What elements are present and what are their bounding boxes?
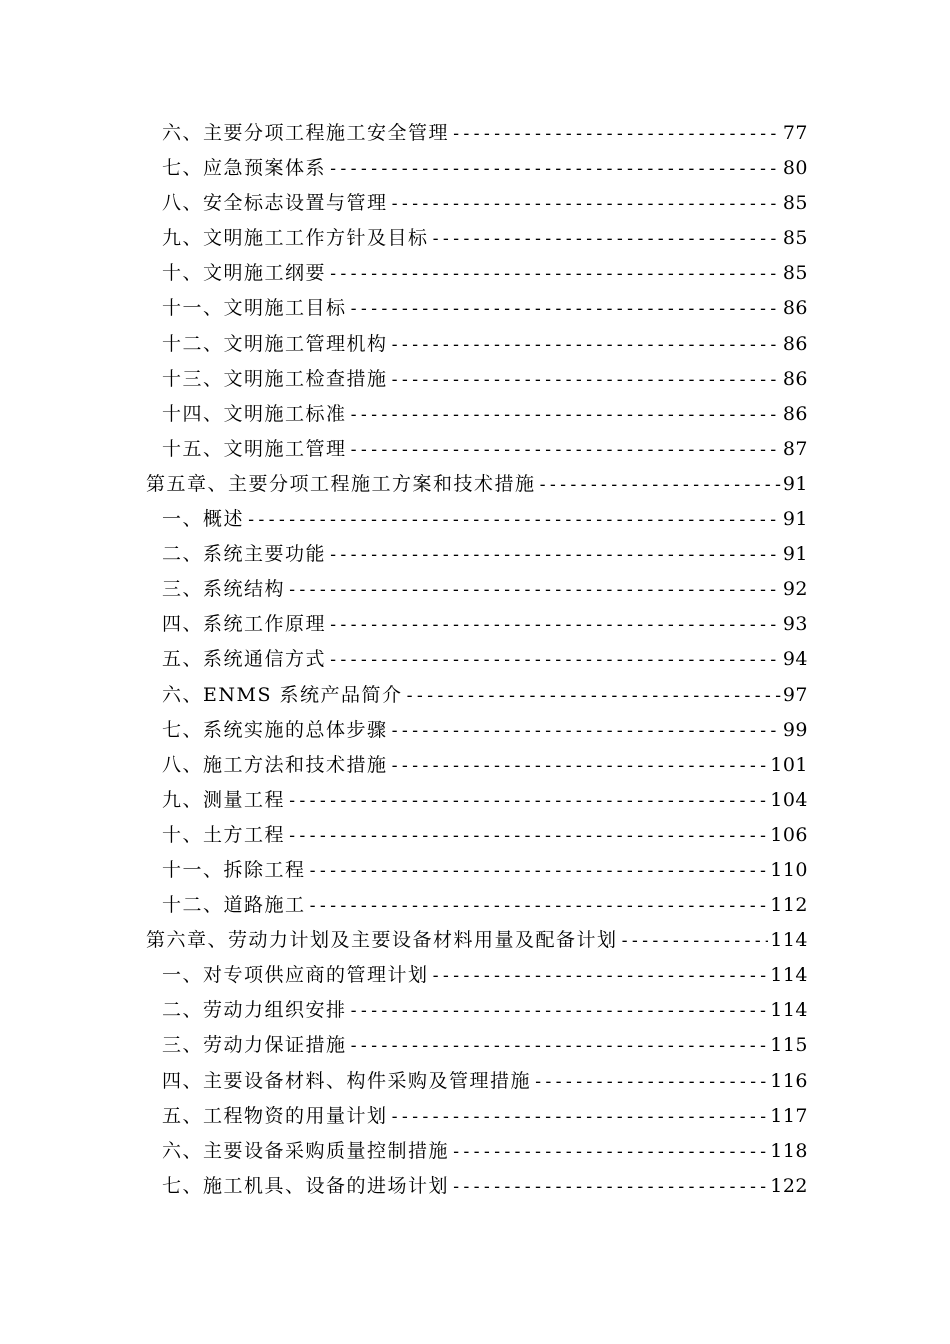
toc-section-entry[interactable]: [146, 855, 808, 890]
toc-page-number: 104: [770, 788, 808, 811]
toc-dash-leader: [328, 264, 781, 284]
toc-section-entry[interactable]: [146, 609, 808, 644]
toc-page-number: 94: [782, 648, 808, 671]
toc-dash-leader: [390, 1107, 769, 1127]
toc-dash-leader: [390, 335, 781, 355]
toc-dash-leader: [349, 440, 781, 460]
toc-section-entry[interactable]: [146, 820, 808, 855]
toc-section-entry[interactable]: [146, 680, 808, 715]
toc-section-entry[interactable]: [146, 329, 808, 364]
toc-page-number: 114: [770, 929, 808, 952]
toc-section-entry[interactable]: [146, 995, 808, 1030]
toc-section-entry[interactable]: [146, 504, 808, 539]
toc-section-entry[interactable]: [146, 118, 808, 153]
toc-page-number: 97: [782, 683, 808, 706]
toc-section-entry[interactable]: [146, 644, 808, 679]
toc-section-entry[interactable]: [146, 399, 808, 434]
toc-section-entry[interactable]: [146, 364, 808, 399]
toc-section-entry[interactable]: [146, 153, 808, 188]
toc-entry-title: 一、概述: [162, 508, 245, 531]
toc-entry-title: 五、系统通信方式: [162, 648, 327, 671]
toc-page-number: 117: [770, 1104, 808, 1127]
toc-dash-leader: [405, 686, 781, 706]
toc-page-number: 86: [782, 402, 808, 425]
toc-entry-title: 七、施工机具、设备的进场计划: [162, 1174, 450, 1197]
toc-entry-title: 十三、文明施工检查措施: [162, 367, 388, 390]
toc-entry-title: 三、劳动力保证措施: [162, 1034, 347, 1057]
toc-entry-title: 十一、文明施工目标: [162, 297, 347, 320]
toc-entry-title: 二、系统主要功能: [162, 543, 327, 566]
toc-page-number: 112: [770, 894, 808, 917]
toc-entry-title: 一、对专项供应商的管理计划: [162, 964, 429, 987]
toc-entry-title: 八、安全标志设置与管理: [162, 192, 388, 215]
toc-entry-title: 十、土方工程: [162, 823, 286, 846]
toc-entry-title: 八、施工方法和技术措施: [162, 753, 388, 776]
toc-dash-leader: [308, 861, 769, 881]
toc-section-entry[interactable]: [146, 750, 808, 785]
toc-entry-title: 七、应急预案体系: [162, 157, 327, 180]
toc-entry-title: 六、ENMS 系统产品简介: [162, 683, 403, 706]
toc-dash-leader: [620, 931, 769, 951]
toc-entry-title: 十、文明施工纲要: [162, 262, 327, 285]
toc-dash-leader: [328, 615, 781, 635]
table-of-contents: [146, 118, 808, 1206]
toc-entry-title: 二、劳动力组织安排: [162, 999, 347, 1022]
toc-dash-leader: [451, 1142, 768, 1162]
toc-page-number: 110: [770, 858, 808, 881]
toc-section-entry[interactable]: [146, 1101, 808, 1136]
toc-section-entry[interactable]: [146, 293, 808, 328]
toc-section-entry[interactable]: [146, 890, 808, 925]
toc-entry-title: 十二、文明施工管理机构: [162, 332, 388, 355]
toc-dash-leader: [390, 194, 781, 214]
toc-entry-title: 第六章、劳动力计划及主要设备材料用量及配备计划: [146, 929, 618, 952]
toc-page-number: 116: [770, 1069, 808, 1092]
toc-dash-leader: [349, 299, 781, 319]
toc-page-number: 101: [770, 753, 808, 776]
toc-section-entry[interactable]: [146, 188, 808, 223]
toc-page-number: 92: [782, 578, 808, 601]
toc-section-entry[interactable]: [146, 1171, 808, 1206]
toc-dash-leader: [328, 650, 781, 670]
toc-entry-title: 六、主要设备采购质量控制措施: [162, 1139, 450, 1162]
toc-dash-leader: [328, 159, 781, 179]
toc-section-entry[interactable]: [146, 1030, 808, 1065]
toc-section-entry[interactable]: [146, 539, 808, 574]
toc-section-entry[interactable]: [146, 1136, 808, 1171]
toc-dash-leader: [349, 1036, 769, 1056]
toc-entry-title: 十五、文明施工管理: [162, 437, 347, 460]
toc-entry-title: 七、系统实施的总体步骤: [162, 718, 388, 741]
toc-dash-leader: [308, 896, 769, 916]
toc-section-entry[interactable]: [146, 1066, 808, 1101]
toc-section-entry[interactable]: [146, 223, 808, 258]
toc-page-number: 85: [782, 192, 808, 215]
toc-page-number: 91: [782, 472, 808, 495]
toc-dash-leader: [431, 229, 781, 249]
toc-dash-leader: [538, 475, 781, 495]
toc-entry-title: 十二、道路施工: [162, 894, 306, 917]
toc-page-number: 115: [770, 1034, 808, 1057]
toc-section-entry[interactable]: [146, 715, 808, 750]
toc-section-entry[interactable]: [146, 574, 808, 609]
toc-page-number: 91: [782, 508, 808, 531]
toc-dash-leader: [328, 545, 781, 565]
toc-dash-leader: [349, 1001, 769, 1021]
toc-page-number: 86: [782, 332, 808, 355]
toc-dash-leader: [349, 405, 781, 425]
toc-entry-title: 九、测量工程: [162, 788, 286, 811]
toc-entry-title: 十一、拆除工程: [162, 858, 306, 881]
toc-page-number: 114: [770, 999, 808, 1022]
toc-dash-leader: [390, 756, 769, 776]
toc-page-number: 87: [782, 437, 808, 460]
toc-dash-leader: [390, 721, 781, 741]
toc-section-entry[interactable]: [146, 258, 808, 293]
toc-dash-leader: [287, 580, 781, 600]
toc-dash-leader: [451, 124, 781, 144]
toc-entry-title: 四、主要设备材料、构件采购及管理措施: [162, 1069, 532, 1092]
toc-dash-leader: [451, 1177, 768, 1197]
toc-dash-leader: [287, 826, 768, 846]
toc-entry-title: 四、系统工作原理: [162, 613, 327, 636]
toc-page-number: 85: [782, 227, 808, 250]
toc-section-entry[interactable]: [146, 434, 808, 469]
toc-page-number: 114: [770, 964, 808, 987]
toc-page-number: 85: [782, 262, 808, 285]
toc-entry-title: 九、文明施工工作方针及目标: [162, 227, 429, 250]
toc-entry-title: 三、系统结构: [162, 578, 286, 601]
toc-page-number: 91: [782, 543, 808, 566]
toc-dash-leader: [533, 1072, 768, 1092]
toc-page-number: 106: [770, 823, 808, 846]
toc-entry-title: 五、工程物资的用量计划: [162, 1104, 388, 1127]
toc-page-number: 80: [782, 157, 808, 180]
toc-dash-leader: [287, 791, 768, 811]
toc-page-number: 99: [782, 718, 808, 741]
toc-page-number: 118: [770, 1139, 808, 1162]
toc-page-number: 122: [770, 1174, 808, 1197]
toc-dash-leader: [246, 510, 781, 530]
toc-page-number: 86: [782, 297, 808, 320]
toc-page-number: 86: [782, 367, 808, 390]
toc-section-entry[interactable]: [146, 960, 808, 995]
toc-dash-leader: [390, 370, 781, 390]
toc-section-entry[interactable]: [146, 785, 808, 820]
toc-entry-title: 十四、文明施工标准: [162, 402, 347, 425]
toc-dash-leader: [431, 966, 769, 986]
toc-page-number: 93: [782, 613, 808, 636]
toc-entry-title: 第五章、主要分项工程施工方案和技术措施: [146, 472, 536, 495]
toc-entry-title: 六、主要分项工程施工安全管理: [162, 122, 450, 144]
toc-chapter-entry[interactable]: [146, 925, 808, 960]
toc-chapter-entry[interactable]: [146, 469, 808, 504]
toc-page-number: 77: [782, 122, 808, 144]
